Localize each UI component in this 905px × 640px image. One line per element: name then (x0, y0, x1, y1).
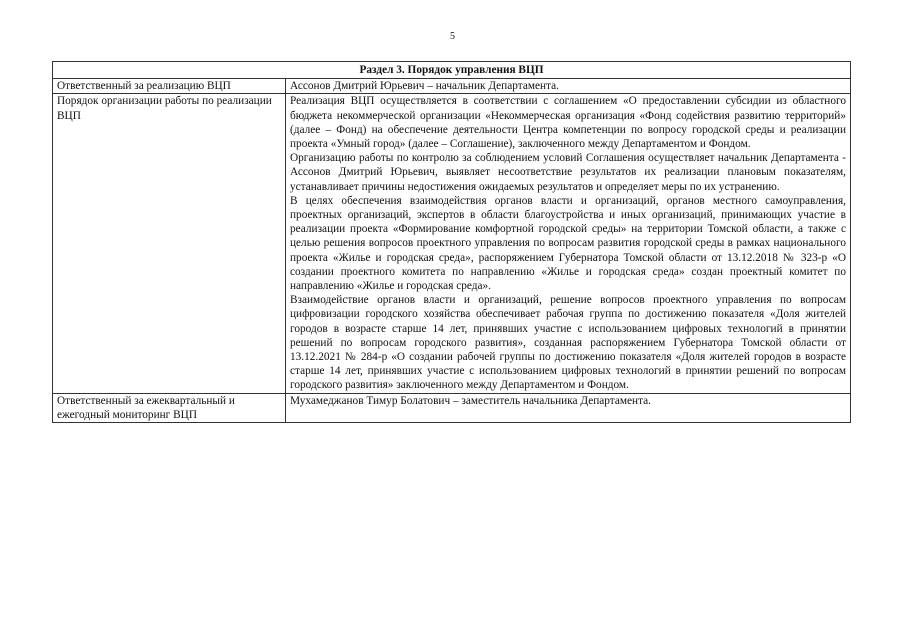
section-header-row (53, 62, 851, 79)
row-paragraph: Организацию работы по контролю за соблюдением условий Соглашения осуществляет начальник Департамента - Ассонов Дмитрий Юрьевич, выявляет несоответствие результатов их реализации плановым показателям, устанавливает причины недостижения ожидаемых результатов и определяет меры по их устранению. (290, 152, 846, 193)
table-row (53, 79, 851, 94)
row-paragraph: В целях обеспечения взаимодействия органов власти и организаций, органов местного самоуправления, проектных организаций, экспертов в области благоустройства и иных организаций, принимающих участие в реализации проекта «Формирование комфортной городской среды» на территории Томской области, а также с целью решения вопросов проектного управления по вопросам развития городской среды в рамках национального проекта «Жилье и городская среда», распоряжением Губернатора Томской области от 13.12.2018 № 323-р «О создании проектного комитета по направлению «Жилье и городская среда» создан проектный комитет по направлению «Жилье и городская среда». (290, 194, 846, 293)
table-row (53, 94, 851, 393)
row-paragraph: Ассонов Дмитрий Юрьевич – начальник Департамента. (290, 80, 559, 93)
row-content (286, 94, 851, 393)
section-title: Раздел 3. Порядок управления ВЦП (53, 62, 851, 79)
management-table (52, 61, 851, 423)
row-label (53, 79, 286, 94)
row-label-text: Ответственный за реализацию ВЦП (57, 80, 231, 93)
row-content (286, 393, 851, 422)
row-label (53, 94, 286, 393)
page-number: 5 (450, 31, 455, 42)
row-label-text: Ответственный за ежеквартальный и ежегодный мониторинг ВЦП (57, 394, 235, 421)
row-paragraph: Мухамеджанов Тимур Болатович – заместитель начальника Департамента. (290, 394, 651, 407)
row-label-text: Порядок организации работы по реализации ВЦП (57, 95, 272, 122)
row-label (53, 393, 286, 422)
row-content (286, 79, 851, 94)
row-paragraph: Взаимодействие органов власти и организаций, решение вопросов проектного управления по вопросам цифровизации городского хозяйства обеспечивает рабочая группа по достижению показателя «Доля жителей городов в возрасте старше 14 лет, принявших участие с использованием цифровых технологий в принятии решений по вопросам городского развития», созданная распоряжением Губернатора Томской области от 13.12.2021 № 284-р «О создании рабочей группы по достижению показателя «Доля жителей городов в возрасте старше 14 лет, принявших участие с использованием цифровых технологий в принятии решений по вопросам городского развития» заключенного между Департаментом и Фондом. (290, 294, 846, 392)
table-row (53, 393, 851, 422)
row-paragraph: Реализация ВЦП осуществляется в соответствии с соглашением «О предоставлении субсидии из областного бюджета некоммерческой организации «Некоммерческая организация «Фонд содействия развитию территорий» (далее – Фонд) на обеспечение деятельности Центра компетенции по вопросу городской среды и реализации проекта «Умный город» (далее – Соглашение), заключенного между Департаментом и Фондом. (290, 95, 846, 151)
